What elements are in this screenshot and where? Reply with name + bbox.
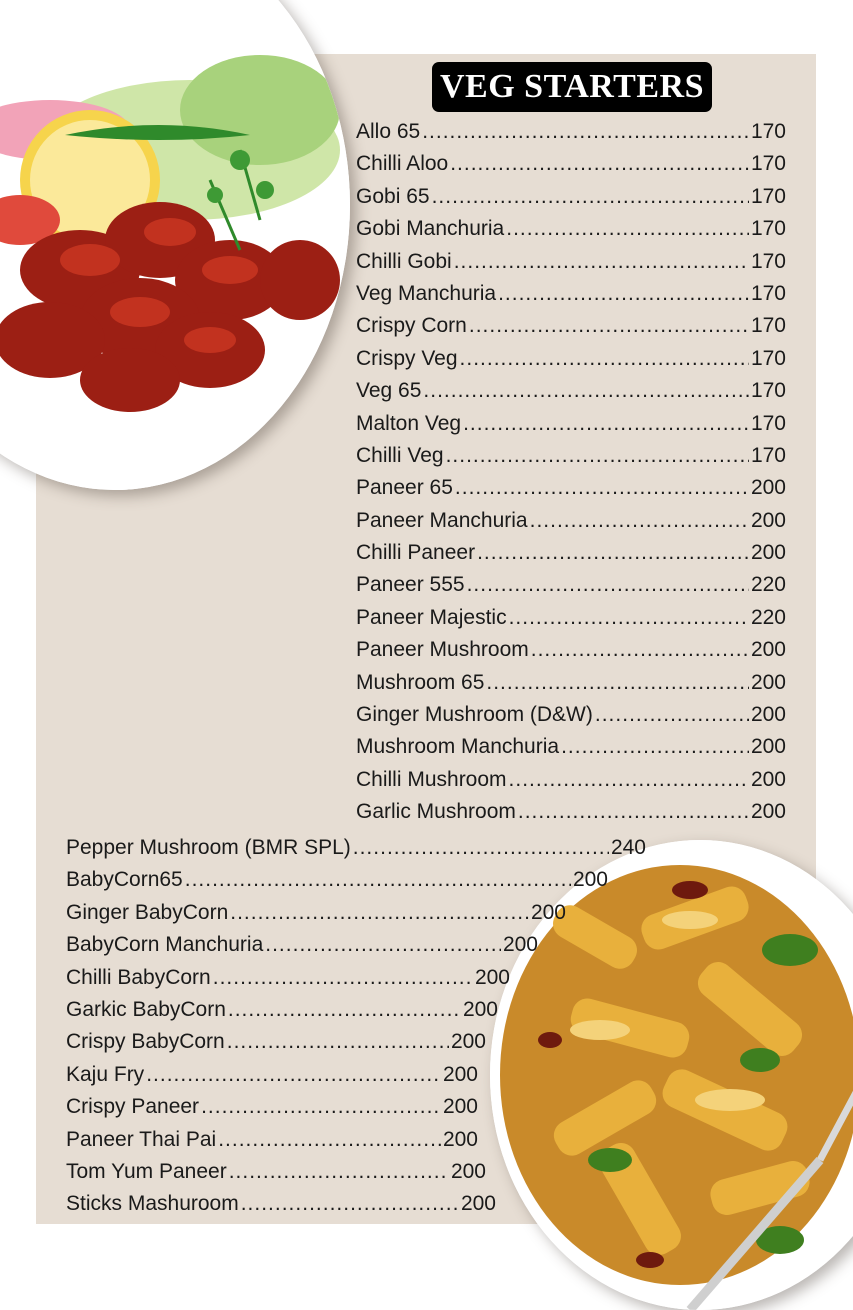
menu-item-price: 200: [530, 900, 566, 924]
page-title: VEG STARTERS: [432, 62, 712, 112]
menu-item-price: 200: [750, 670, 786, 694]
menu-item-price: 170: [750, 184, 786, 208]
dot-leader: [460, 343, 749, 375]
menu-item: [356, 472, 786, 504]
dot-leader: [227, 1026, 449, 1058]
menu-item: [356, 667, 786, 699]
menu-item: [66, 1091, 478, 1123]
menu-item: [356, 699, 786, 731]
menu-item: [356, 375, 786, 407]
dot-leader: [463, 408, 749, 440]
menu-item: [66, 929, 538, 961]
dot-leader: [446, 440, 749, 472]
menu-item-price: 240: [610, 836, 646, 859]
menu-item-price: 170: [750, 314, 786, 338]
dot-leader: [530, 505, 749, 537]
menu-item-name: Malton Veg: [356, 411, 462, 435]
dot-leader: [229, 1156, 449, 1188]
menu-item-price: 170: [750, 249, 786, 273]
dot-leader: [469, 310, 749, 342]
dot-leader: [353, 832, 609, 864]
dot-leader: [432, 181, 749, 213]
menu-item-price: 170: [750, 217, 786, 241]
menu-item-name: Crispy Veg: [356, 346, 458, 370]
menu-item-name: Allo 65: [356, 120, 421, 143]
dot-leader: [201, 1091, 441, 1123]
menu-item-price: 200: [462, 997, 498, 1021]
menu-item-price: 200: [442, 1095, 478, 1119]
menu-item-name: Paneer Mushroom: [356, 638, 529, 662]
dot-leader: [561, 731, 749, 763]
menu-item-price: 200: [502, 933, 538, 957]
menu-item-price: 200: [750, 703, 786, 727]
menu-item-name: Paneer Thai Pai: [66, 1127, 217, 1151]
menu-item-price: 200: [450, 1159, 486, 1183]
menu-item: [66, 1156, 486, 1188]
menu-item: [356, 310, 786, 342]
dot-leader: [509, 764, 749, 796]
menu-item-price: 170: [750, 346, 786, 370]
menu-item: [356, 602, 786, 634]
dot-leader: [230, 897, 529, 929]
menu-item-name: BabyCorn Manchuria: [66, 933, 264, 957]
menu-item-price: 220: [750, 573, 786, 597]
menu-item-name: Garlic Mushroom: [356, 800, 516, 824]
dot-leader: [486, 667, 749, 699]
menu-item-name: Ginger Mushroom (D&W): [356, 703, 593, 727]
menu-item-name: Chilli Veg: [356, 443, 444, 467]
dot-leader: [506, 213, 749, 245]
menu-item: [66, 1124, 478, 1156]
menu-list-bottom: [66, 832, 646, 1221]
menu-item-name: Paneer Majestic: [356, 605, 507, 629]
menu-item-name: Crispy BabyCorn: [66, 1030, 225, 1054]
menu-item-price: 200: [450, 1030, 486, 1054]
menu-item: [356, 213, 786, 245]
menu-item-price: 200: [442, 1062, 478, 1086]
menu-item: [356, 278, 786, 310]
dot-leader: [531, 634, 749, 666]
menu-item: [66, 897, 566, 929]
dot-leader: [477, 537, 749, 569]
menu-item-name: Chilli Mushroom: [356, 767, 507, 791]
menu-item-name: Kaju Fry: [66, 1062, 145, 1086]
menu-item-name: Veg 65: [356, 379, 422, 403]
dot-leader: [509, 602, 749, 634]
menu-item-price: 200: [750, 541, 786, 565]
menu-item-name: Crispy Paneer: [66, 1095, 200, 1119]
menu-item-name: Chilli Gobi: [356, 249, 452, 273]
menu-item-price: 200: [750, 800, 786, 824]
dot-leader: [450, 148, 749, 180]
menu-item-name: Gobi 65: [356, 184, 430, 208]
menu-item: [356, 764, 786, 796]
dot-leader: [218, 1124, 441, 1156]
menu-item: [356, 796, 786, 828]
menu-item-name: Garkic BabyCorn: [66, 997, 226, 1021]
menu-item: [356, 537, 786, 569]
menu-item-name: Paneer 555: [356, 573, 465, 597]
dot-leader: [454, 246, 749, 278]
menu-item-price: 170: [750, 152, 786, 176]
menu-item: [66, 1026, 486, 1058]
menu-item-price: 170: [750, 379, 786, 403]
menu-item-name: Paneer 65: [356, 476, 453, 500]
menu-item-price: 170: [750, 411, 786, 435]
menu-item-price: 200: [474, 965, 510, 989]
menu-item-name: Tom Yum Paneer: [66, 1159, 227, 1183]
menu-item: [356, 634, 786, 666]
menu-list-top: [356, 116, 786, 829]
menu-item-name: Chilli Aloo: [356, 152, 449, 176]
menu-item-name: Sticks Mashuroom: [66, 1192, 239, 1216]
dot-leader: [467, 569, 749, 601]
menu-item: [356, 343, 786, 375]
menu-item-price: 200: [750, 735, 786, 759]
menu-item: [356, 569, 786, 601]
menu-item-price: 170: [750, 120, 786, 143]
dot-leader: [422, 116, 749, 148]
dot-leader: [265, 929, 501, 961]
dot-leader: [228, 994, 461, 1026]
menu-item-price: 200: [750, 476, 786, 500]
menu-item: [356, 440, 786, 472]
menu-item-name: BabyCorn65: [66, 868, 183, 892]
menu-item-price: 170: [750, 281, 786, 305]
menu-item-name: Ginger BabyCorn: [66, 900, 229, 924]
menu-item: [66, 1188, 496, 1220]
menu-item: [356, 148, 786, 180]
menu-item: [66, 962, 510, 994]
menu-item: [66, 994, 498, 1026]
dot-leader: [518, 796, 749, 828]
menu-item-price: 200: [750, 767, 786, 791]
menu-item-price: 200: [572, 868, 608, 892]
dot-leader: [213, 962, 473, 994]
menu-item-name: Pepper Mushroom (BMR SPL): [66, 836, 351, 859]
menu-item: [66, 864, 608, 896]
menu-item: [356, 731, 786, 763]
menu-item-name: Veg Manchuria: [356, 281, 497, 305]
dot-leader: [241, 1188, 459, 1220]
menu-item: [356, 505, 786, 537]
menu-item-price: 200: [750, 508, 786, 532]
menu-item-price: 200: [442, 1127, 478, 1151]
menu-item-name: Crispy Corn: [356, 314, 467, 338]
menu-item: [356, 116, 786, 148]
menu-item-name: Mushroom 65: [356, 670, 485, 694]
menu-item-name: Mushroom Manchuria: [356, 735, 560, 759]
menu-item-name: Paneer Manchuria: [356, 508, 528, 532]
menu-item: [66, 1059, 478, 1091]
menu-item-price: 170: [750, 443, 786, 467]
menu-item-name: Gobi Manchuria: [356, 217, 505, 241]
menu-item: [356, 408, 786, 440]
dot-leader: [185, 864, 571, 896]
dot-leader: [455, 472, 749, 504]
dot-leader: [595, 699, 749, 731]
menu-item: [356, 181, 786, 213]
menu-item-price: 200: [750, 638, 786, 662]
dot-leader: [146, 1059, 441, 1091]
menu-item-price: 220: [750, 605, 786, 629]
menu-item-name: Chilli Paneer: [356, 541, 476, 565]
menu-item-name: Chilli BabyCorn: [66, 965, 211, 989]
dot-leader: [423, 375, 749, 407]
menu-item-price: 200: [460, 1192, 496, 1216]
dot-leader: [498, 278, 749, 310]
menu-item: [356, 246, 786, 278]
menu-item: [66, 832, 646, 864]
